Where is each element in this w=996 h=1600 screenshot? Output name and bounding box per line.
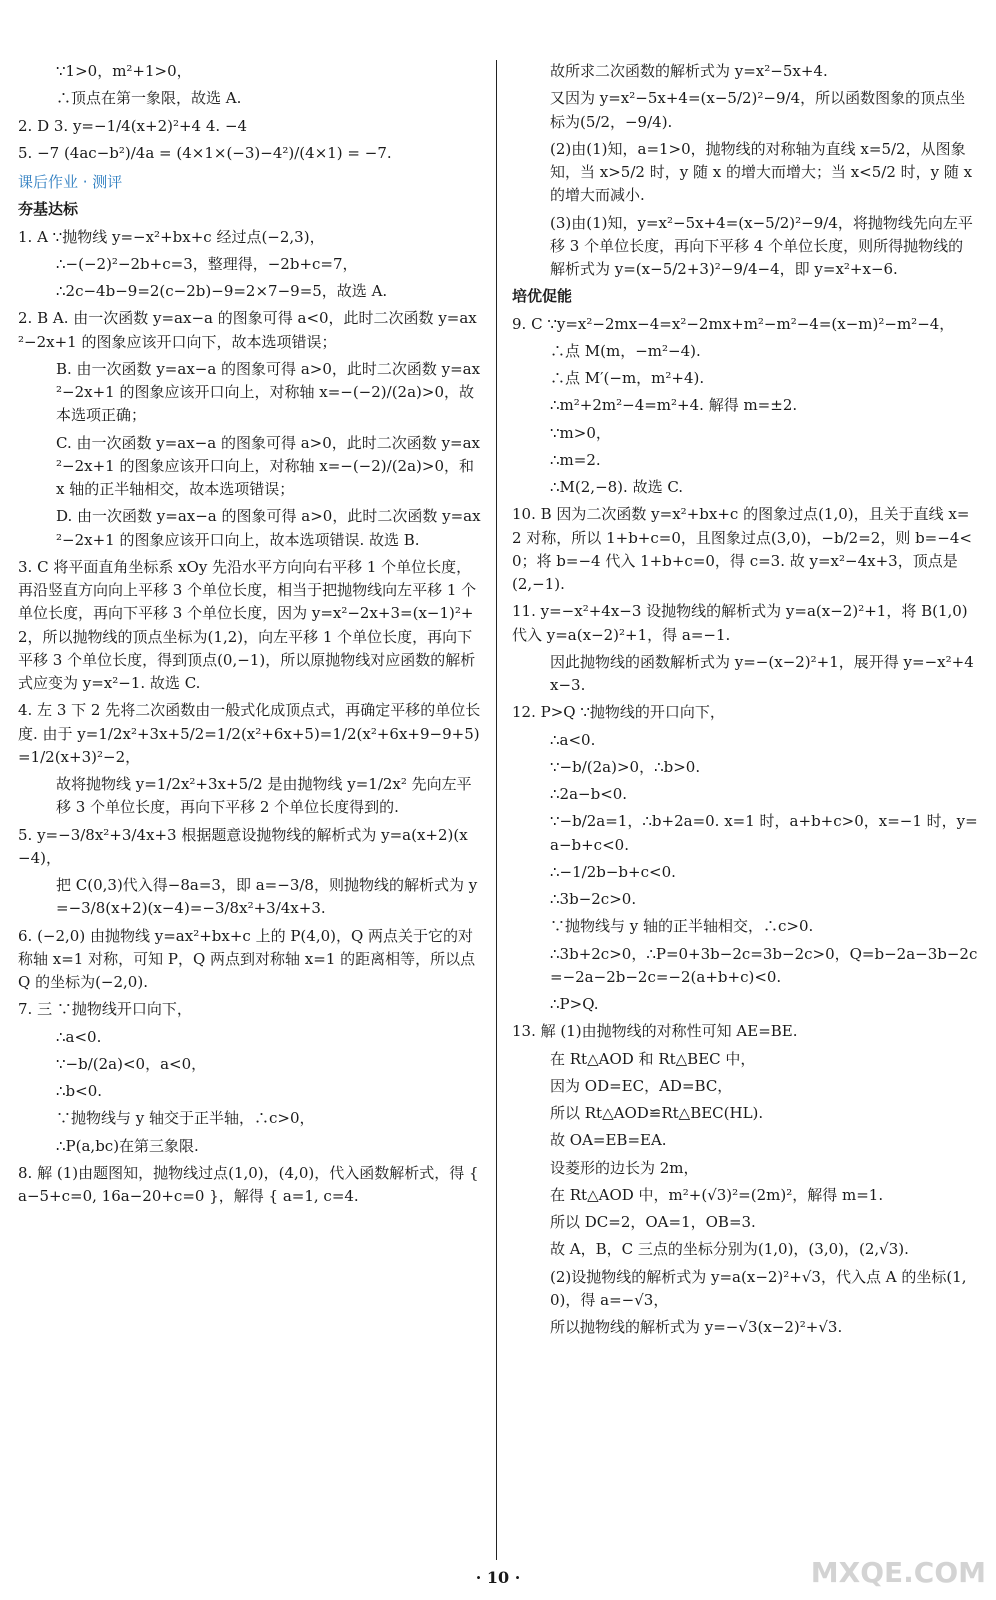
text-line: 3. C 将平面直角坐标系 xOy 先沿水平方向向右平移 1 个单位长度，再沿竖直方向向上平移 3 个单位长度，相当于把抛物线向左平移 1 个单位长度，再向下平移 3 个单位长度，因为 y=x²−2x+3=(x−1)²+2，所以抛物线的顶点坐标为(1,2)，向左平移 1 个单位长度，再向下平移 3 个单位长度，得到顶点(0,−1)，所以原抛物线对应函数的解析式应变为 y=x²−1. 故选 C. [18,557,477,692]
text-line: ∴−(−2)²−2b+c=3，整理得，−2b+c=7， [56,254,358,273]
section-heading-advanced: 培优促能 [512,287,573,306]
text-line: ∴M(2,−8). 故选 C. [550,478,684,496]
text-line: ∴b<0. [56,1082,103,1100]
text-line: ∴m²+2m²−4=m²+4. 解得 m=±2. [550,396,798,415]
text-line: ∴−1/2b−b+c<0. [550,862,676,881]
text-line: 9. C ∵y=x²−2mx−4=x²−2mx+m²−m²−4=(x−m)²−m²−4， [512,314,955,333]
text-line: 故 OA=EB=EA. [550,1131,667,1150]
text-line: 在 Rt△AOD 中，m²+(√3)²=(2m)²，解得 m=1. [550,1185,884,1204]
text-line: (2)由(1)知，a=1>0，抛物线的对称轴为直线 x=5/2，从图象知，当 x>5/2 时，y 随 x 的增大而增大；当 x<5/2 时，y 随 x 的增大而减小. [550,139,973,205]
text-line: (2)设抛物线的解析式为 y=a(x−2)²+√3，代入点 A 的坐标(1,0)，得 a=−√3， [550,1267,967,1309]
section-heading-homework: 课后作业 · 测评 [18,173,123,191]
text-line: 10. B 因为二次函数 y=x²+bx+c 的图象过点(1,0)，且关于直线 x=2 对称，所以 1+b+c=0，且图象过点(3,0)，−b/2=2，则 b=−4<0；将 b=−4 代入 1+b+c=0，得 c=3. 故 y=x²−4x+3，顶点是(2,−1). [512,505,972,593]
text-line: 故将抛物线 y=1/2x²+3x+5/2 是由抛物线 y=1/2x² 先向左平移 3 个单位长度，再向下平移 2 个单位长度得到的. [56,775,472,817]
text-line: 所以 DC=2，OA=1，OB=3. [550,1213,756,1231]
text-line: 12. P>Q ∵抛物线的开口向下， [512,703,725,722]
text-line: B. 由一次函数 y=ax−a 的图象可得 a>0，此时二次函数 y=ax²−2x+1 的图象应该开口向上，对称轴 x=−(−2)/(2a)>0，故本选项正确； [56,359,481,425]
text-line: ∴点 M(m，−m²−4). [550,341,701,360]
text-line: 1. A ∵抛物线 y=−x²+bx+c 经过点(−2,3)， [18,227,325,246]
text-line: 因此抛物线的函数解析式为 y=−(x−2)²+1，展开得 y=−x²+4x−3. [550,652,974,694]
text-line: 2. D 3. y=−1/4(x+2)²+4 4. −4 [18,116,248,135]
text-line: ∴顶点在第一象限，故选 A. [56,89,242,108]
text-line: 故所求二次函数的解析式为 y=x²−5x+4. [550,62,828,80]
left-column [18,60,482,1212]
text-line: 8. 解 (1)由题图知，抛物线过点(1,0)，(4,0)，代入函数解析式，得 { a−5+c=0, 16a−20+c=0 }，解得 { a=1, c=4. [18,1163,479,1205]
text-line: ∴点 M′(−m，m²+4). [550,369,705,387]
section-heading-basic: 夯基达标 [18,200,79,219]
text-line: ∵抛物线与 y 轴的正半轴相交，∴c>0. [550,917,814,936]
text-line: ∵−b/(2a)<0，a<0， [56,1054,207,1073]
text-line: 5. y=−3/8x²+3/4x+3 根据题意设抛物线的解析式为 y=a(x+2)(x−4)， [18,825,468,867]
text-line: ∵−b/(2a)>0，∴b>0. [550,757,701,776]
column-divider [496,60,497,1560]
text-line: ∴2c−4b−9=2(c−2b)−9=2×7−9=5，故选 A. [56,282,388,300]
text-line: ∴m=2. [550,450,601,469]
text-line: (3)由(1)知，y=x²−5x+4=(x−5/2)²−9/4，将抛物线先向左平移 3 个单位长度，再向下平移 4 个单位长度，则所得抛物线的解析式为 y=(x−5/2+3)²−9/4−4，即 y=x²+x−6. [550,213,973,278]
text-line: ∴2a−b<0. [550,785,628,803]
text-line: 把 C(0,3)代入得−8a=3，即 a=−3/8，则抛物线的解析式为 y=−3/8(x+2)(x−4)=−3/8x²+3/4x+3. [56,876,478,918]
text-line: 因为 OD=EC，AD=BC， [550,1076,733,1095]
text-line: 所以 Rt△AOD≌Rt△BEC(HL). [550,1104,764,1122]
text-line: ∴3b+2c>0，∴P=0+3b−2c=3b−2c>0，Q=b−2a−3b−2c=−2a−2b−2c=−2(a+b+c)<0. [550,944,978,986]
text-line: ∵−b/2a=1，∴b+2a=0. x=1 时，a+b+c>0，x=−1 时，y=a−b+c<0. [550,812,978,854]
text-line: 11. y=−x²+4x−3 设抛物线的解析式为 y=a(x−2)²+1，将 B(1,0)代入 y=a(x−2)²+1，得 a=−1. [512,602,968,644]
text-line: 设菱形的边长为 2m， [550,1158,699,1177]
text-line: ∵m>0， [550,423,611,442]
text-line: 在 Rt△AOD 和 Rt△BEC 中， [550,1049,756,1068]
text-line: ∴3b−2c>0. [550,890,637,908]
text-line: ∵1>0，m²+1>0， [56,62,192,80]
text-line: 2. B A. 由一次函数 y=ax−a 的图象可得 a<0，此时二次函数 y=ax²−2x+1 的图象应该开口向下，故本选项错误； [18,309,477,351]
watermark-logo: MXQE.COM [810,1555,986,1589]
text-line: 所以抛物线的解析式为 y=−√3(x−2)²+√3. [550,1318,843,1336]
text-line: D. 由一次函数 y=ax−a 的图象可得 a>0，此时二次函数 y=ax²−2x+1 的图象应该开口向上，故本选项错误. 故选 B. [56,507,481,549]
text-line: ∴P(a,bc)在第三象限. [56,1136,199,1155]
right-column [512,60,978,1343]
text-line: 13. 解 (1)由抛物线的对称性可知 AE=BE. [512,1022,798,1041]
text-line: 4. 左 3 下 2 先将二次函数由一般式化成顶点式，再确定平移的单位长度. 由于 y=1/2x²+3x+5/2=1/2(x²+6x+5)=1/2(x²+6x+9−9+5)=1/2(x+3)²−2， [18,701,481,766]
text-line: ∴a<0. [56,1027,102,1046]
text-line: ∴P>Q. [550,995,599,1013]
text-line: 又因为 y=x²−5x+4=(x−5/2)²−9/4，所以函数图象的顶点坐标为(5/2，−9/4). [550,89,966,131]
page-number: · 10 · [475,1568,521,1587]
text-line: 故 A，B，C 三点的坐标分别为(1,0)，(3,0)，(2,√3). [550,1240,909,1259]
text-line: 6. (−2,0) 由抛物线 y=ax²+bx+c 上的 P(4,0)，Q 两点关于它的对称轴 x=1 对称，可知 P，Q 两点到对称轴 x=1 的距离相等，所以点 Q 的坐标为(−2,0). [18,926,476,991]
text-line: ∴a<0. [550,730,596,749]
text-line: 5. −7 (4ac−b²)/4a = (4×1×(−3)−4²)/(4×1) = −7. [18,143,392,162]
text-line: C. 由一次函数 y=ax−a 的图象可得 a>0，此时二次函数 y=ax²−2x+1 的图象应该开口向上，对称轴 x=−(−2)/(2a)>0，和 x 轴的正半轴相交，故本选项错误； [56,433,481,498]
text-line: 7. 三 ∵抛物线开口向下， [18,1000,192,1019]
text-line: ∵抛物线与 y 轴交于正半轴，∴c>0， [56,1109,315,1128]
